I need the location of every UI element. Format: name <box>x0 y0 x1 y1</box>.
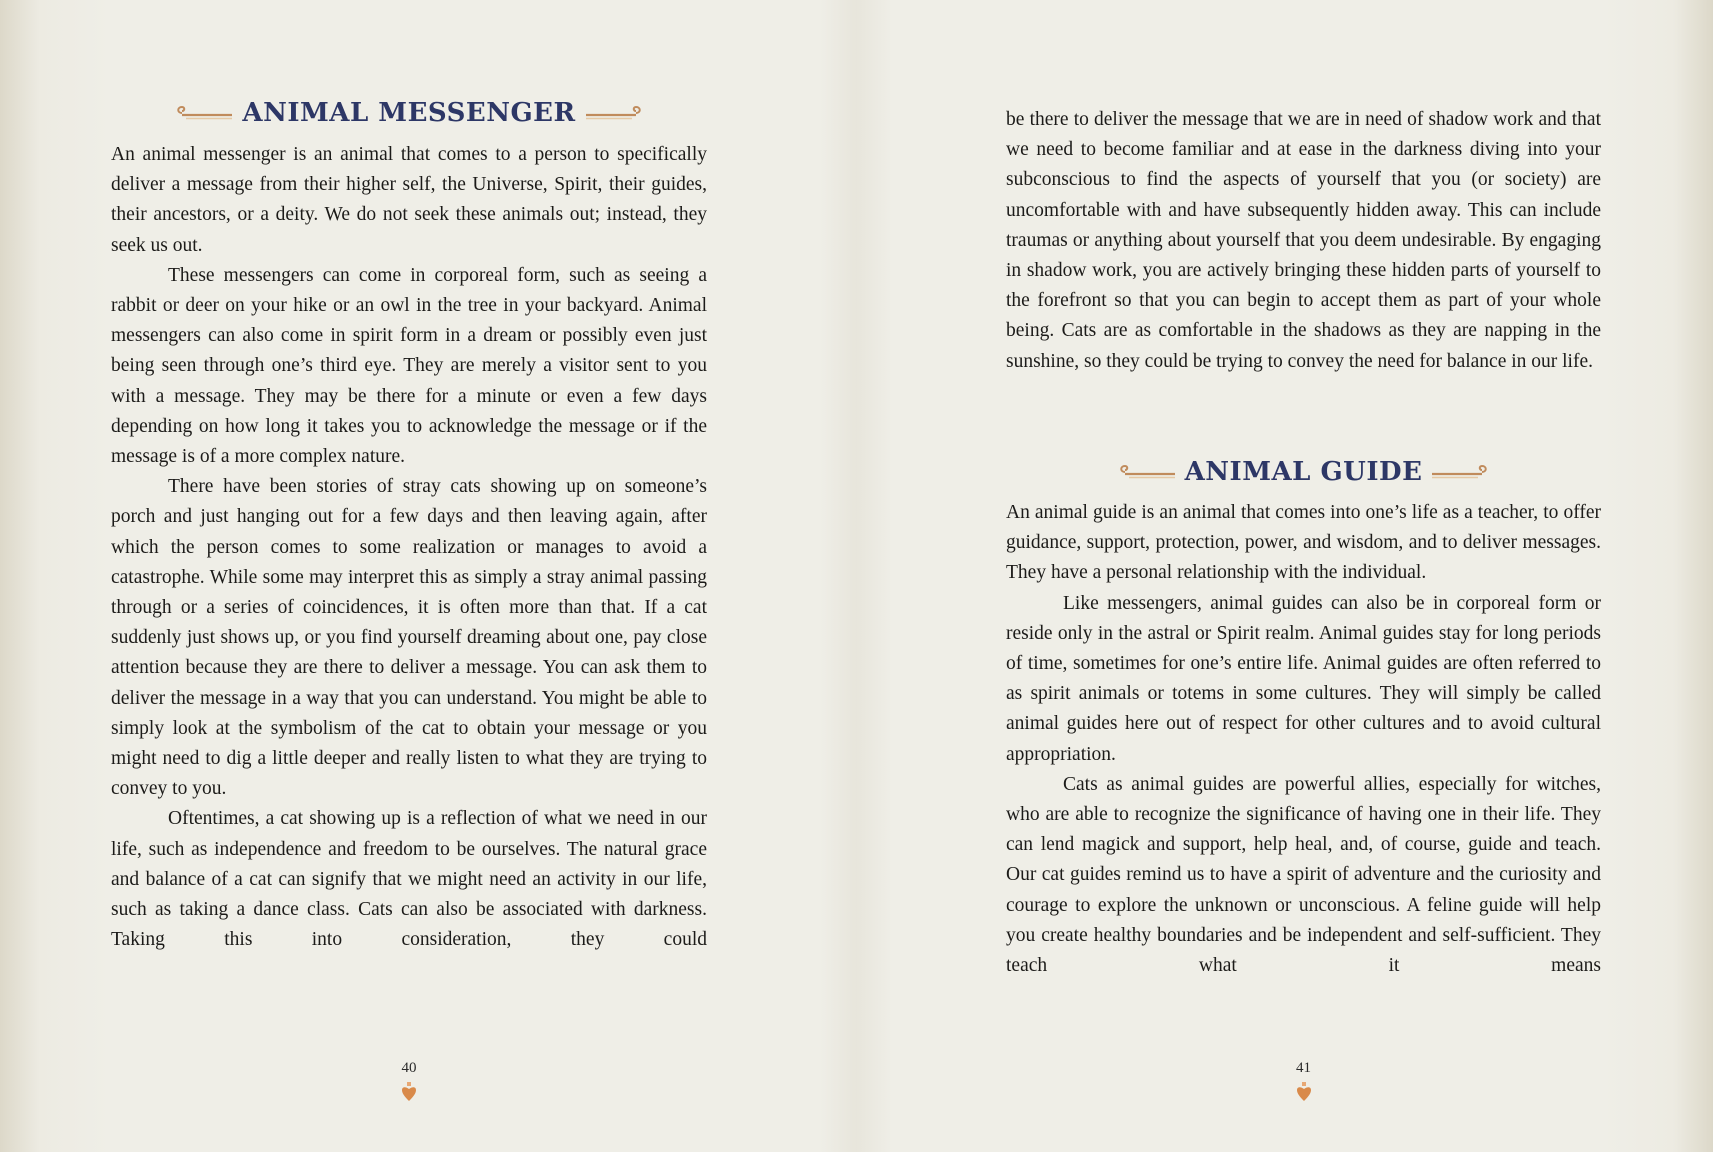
body-text-right <box>1006 498 1601 981</box>
paragraph: Oftentimes, a cat showing up is a reflection of what we need in our life, such as independence and freedom to be ourselves. The natural grace and balance of a cat can signify that we might need an activity in our life, such as taking a dance class. Cats can also be associated with darkness. Taking this into consideration, they could <box>111 808 707 951</box>
paragraph: There have been stories of stray cats showing up on someone’s porch and just hanging out for a few days and then leaving again, after which the person comes to some realization or manages to avoid a catastrophe. While some may interpret this as simply a stray animal passing through or a series of coincidences, it is often more than that. If a cat suddenly just shows up, or you find yourself dreaming about one, pay close attention because they are there to deliver a message. You can ask them to deliver the message in a way that you can understand. You might be able to simply look at the symbolism of the cat to obtain your message or you might need to dig a little deeper and really listen to what they are trying to convey to you. <box>111 476 707 800</box>
page-number: 41 <box>1296 1060 1311 1076</box>
left-page <box>111 0 707 1152</box>
paragraph: These messengers can come in corporeal form, such as seeing a rabbit or deer on your hike or an owl in the tree in your backyard. Animal messengers can also come in spirit form in a dream or possibly even just being seen through one’s third eye. They are merely a visitor sent to you with a message. They may be there for a minute or even a few days depending on how long it takes you to acknowledge the message or if the message is of a more complex nature. <box>111 264 707 468</box>
scroll-flourish-icon <box>1430 462 1490 482</box>
paragraph: Cats as animal guides are powerful allies, especially for witches, who are able to recognize the significance of having one in their life. They can lend magick and support, help heal, and, of course, guide and teach. Our cat guides remind us to have a spirit of adventure and the curiosity and courage to explore the unknown or unconscious. A feline guide will help you create healthy boundaries and be independent and self-sufficient. They teach what it means <box>1006 773 1601 977</box>
scroll-flourish-icon <box>1117 462 1177 482</box>
scroll-flourish-icon <box>174 103 234 123</box>
drop-heart-icon <box>1296 1082 1312 1102</box>
paragraph: An animal guide is an animal that comes into one’s life as a teacher, to offer guidance, support, protection, power, and wisdom, and to deliver messages. They have a personal relationship with the individual. <box>1006 502 1601 584</box>
paragraph: be there to deliver the message that we are in need of shadow work and that we need to become familiar and at ease in the darkness diving into your subconscious to find the aspects of yourself that you (or society) are uncomfortable with and have subsequently hidden away. This can include traumas or anything about yourself that you deem undesirable. By engaging in shadow work, you are actively bringing these hidden parts of yourself to the forefront so that you can begin to accept them as part of your whole being. Cats are as comfortable in the shadows as they are napping in the sunshine, so they could be trying to convey the need for balance in our life. <box>1006 109 1601 372</box>
paragraph: An animal messenger is an animal that comes to a person to specifically deliver a message from their higher self, the Universe, Spirit, their guides, their ancestors, or a deity. We do not seek these animals out; instead, they seek us out. <box>111 144 707 256</box>
scroll-flourish-icon <box>584 103 644 123</box>
body-text-left <box>111 140 707 955</box>
section-heading-animal-messenger <box>111 95 707 131</box>
section-heading-animal-guide <box>1006 454 1601 490</box>
heading-title: ANIMAL GUIDE <box>1184 457 1423 487</box>
right-page <box>1006 0 1601 1152</box>
paragraph: Like messengers, animal guides can also be in corporeal form or reside only in the astral or Spirit realm. Animal guides stay for long periods of time, sometimes for one’s entire life. Animal guides are often referred to as spirit animals or totems in some cultures. They will simply be called animal guides here out of respect for other cultures and to avoid cultural appropriation. <box>1006 592 1601 765</box>
page-number: 40 <box>401 1060 417 1076</box>
body-text-right-continued <box>1006 105 1601 377</box>
heading-title: ANIMAL MESSENGER <box>242 98 576 128</box>
drop-heart-icon <box>401 1082 417 1102</box>
